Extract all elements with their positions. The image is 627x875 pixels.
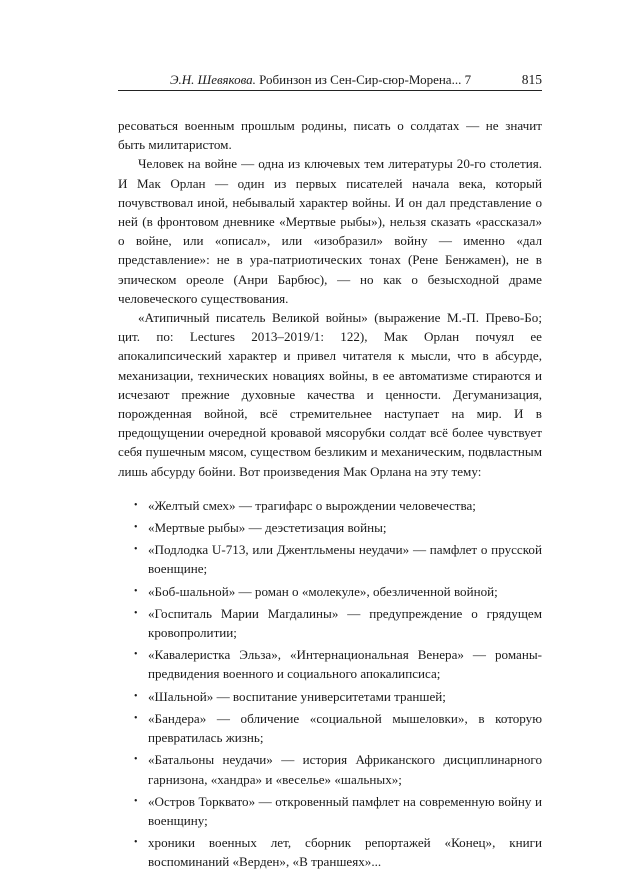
list-item-text: «Желтый смех» — трагифарс о вырождении человечества; <box>148 497 476 513</box>
bullet-icon: • <box>134 754 138 766</box>
list-item <box>134 750 542 788</box>
list-item-text: «Подлодка U-713, или Джентльмены неудачи» — памфлет о прусской военщине; <box>148 542 542 577</box>
list-item <box>134 496 542 515</box>
bullet-icon: • <box>134 712 138 724</box>
bullet-icon: • <box>134 544 138 556</box>
list-item-text: «Остров Торквато» — откровенный памфлет на современную войну и военщину; <box>148 793 542 828</box>
list-item-text: «Госпиталь Марии Магдалины» — предупреждение о грядущем кровопролитии; <box>148 605 542 641</box>
list-item <box>134 518 542 537</box>
paragraph-war-theme: Человек на войне — одна из ключевых тем литературы 20-го столетия. И Мак Орлан — один из первых писателей начала века, который почувствовал иной, небывалый характер войны. И он дал представление о ней (в фронтовом дневнике «Мертвые рыбы»), нельзя сказать «рассказал» о войне, или «описал», или «изобразил» войну — именно «дал представление»: не в ура-патриотических тонах (Рене Бенжамен), не в эпическом ореоле (Анри Барбюс), — но как о безысходной драме человеческого существования. <box>118 156 542 306</box>
bullet-icon: • <box>134 649 138 661</box>
list-item <box>134 792 542 830</box>
list-item-text: «Бандера» — обличение «социальной мышеловки», в которую превратилась жизнь; <box>148 710 542 746</box>
list-item <box>134 540 542 578</box>
running-title <box>170 72 471 88</box>
bullet-icon: • <box>134 585 138 597</box>
bullet-icon: • <box>134 837 138 849</box>
bullet-icon: • <box>134 607 138 619</box>
list-item <box>134 833 542 871</box>
list-item <box>134 645 542 683</box>
list-item-text: «Батальоны неудачи» — история Африканского дисциплинарного гарнизона, «хандра» и «веселье» «шальных»; <box>148 752 542 787</box>
list-item <box>134 709 542 747</box>
list-item <box>134 604 542 642</box>
works-list <box>118 496 542 872</box>
running-header <box>118 72 542 91</box>
header-author: Э.Н. Шевякова. <box>170 72 256 87</box>
list-item-text: «Боб-шальной» — роман о «молекуле», обезличенной войной; <box>148 583 498 599</box>
bullet-icon: • <box>134 499 138 511</box>
page-number: 815 <box>521 72 542 87</box>
page-body <box>118 116 542 875</box>
list-item-text: «Мертвые рыбы» — деэстетизация войны; <box>148 520 387 536</box>
bullet-icon: • <box>134 690 138 702</box>
paragraph-continuation: ресоваться военным прошлым родины, писать о солдатах — не значит быть милитаристом. <box>118 118 542 153</box>
list-item-text: «Шальной» — воспитание университетами траншей; <box>148 688 446 704</box>
header-title: Робинзон из Сен-Сир-сюр-Морена... 7 <box>255 72 472 87</box>
paragraph-atypical-writer: «Атипичный писатель Великой войны» (выражение М.-П. Прево-Бо; цит. по: Lectures 2013–2019/1: 122), Мак Орлан почуял ее апокалипсический характер и привел читателя к мысли, что в абсурде, механизации, технических новациях войны, в ее автоматизме стираются и исчезают прежние духовные качества и ценности. Дегуманизация, порожденная войной, всё стремительнее наступает на мир. И в предощущении очередной кровавой мясорубки солдат всё более чувствует себя пушечным мясом, существом безликим и механическим, подвластным лишь абсурду бойни. Вот произведения Мак Орлана на эту тему: <box>118 310 542 479</box>
list-item-text: хроники военных лет, сборник репортажей «Конец», книги воспоминаний «Верден», «В траншеях»... <box>148 835 542 870</box>
list-item <box>134 687 542 706</box>
list-item-text: «Кавалеристка Эльза», «Интернациональная Венера» — романы-предвидения военного и социального апокалипсиса; <box>148 647 542 682</box>
list-item <box>134 582 542 601</box>
bullet-icon: • <box>134 795 138 807</box>
bullet-icon: • <box>134 522 138 534</box>
